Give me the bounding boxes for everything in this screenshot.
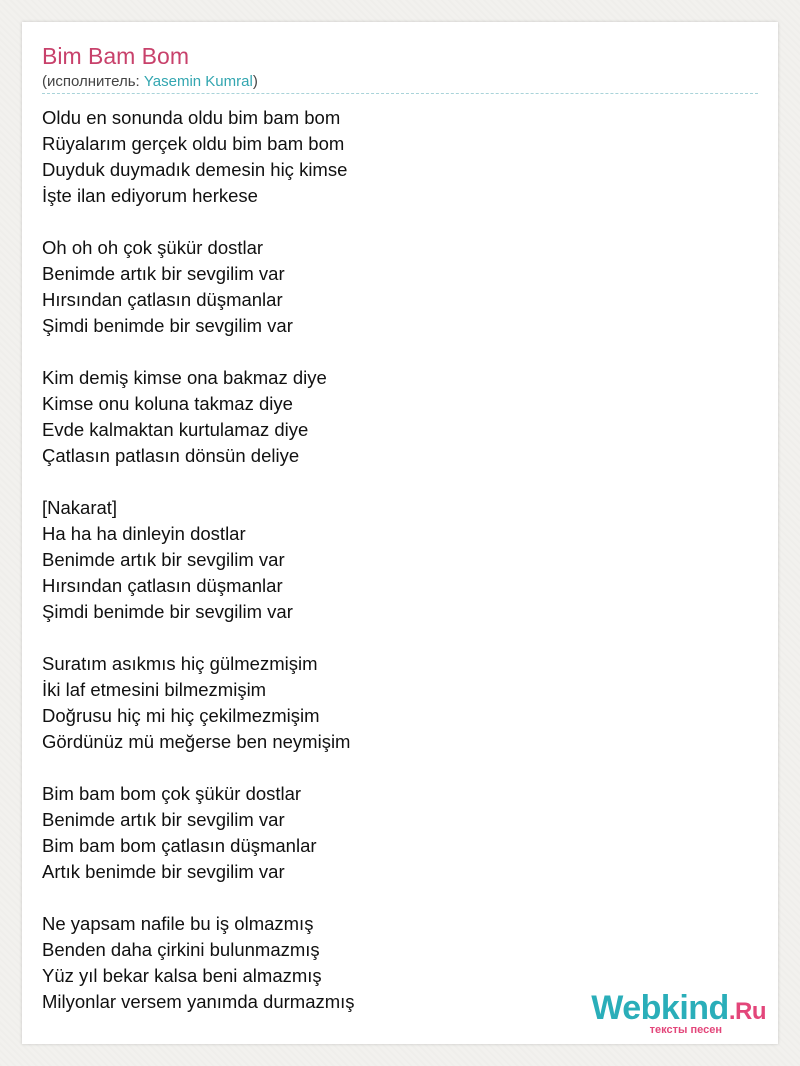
lyrics-card (22, 22, 778, 1044)
stanza-gap (42, 885, 355, 911)
lyric-line: Oldu en sonunda oldu bim bam bom (42, 107, 341, 128)
lyric-line: Benimde artık bir sevgilim var (42, 809, 285, 830)
stanza-gap (42, 469, 355, 495)
song-title: Bim Bam Bom (42, 43, 189, 69)
logo-tld: .Ru (728, 998, 766, 1025)
lyric-line: Gördünüz mü meğerse ben neymişim (42, 731, 351, 752)
lyric-line: Milyonlar versem yanımda durmazmış (42, 991, 355, 1012)
lyric-line: Bim bam bom çatlasın düşmanlar (42, 835, 317, 856)
lyric-line: Ha ha ha dinleyin dostlar (42, 523, 246, 544)
lyric-line: Çatlasın patlasın dönsün deliye (42, 445, 300, 466)
lyric-line: İki laf etmesini bilmezmişim (42, 679, 267, 700)
lyric-line: Artık benimde bir sevgilim var (42, 861, 285, 882)
artist-prefix: (исполнитель: (42, 73, 144, 90)
lyric-line: Yüz yıl bekar kalsa beni almazmış (42, 965, 322, 986)
stanza-gap (42, 755, 355, 781)
lyric-line: Rüyalarım gerçek oldu bim bam bom (42, 133, 345, 154)
logo-tagline: тексты песен (649, 1024, 722, 1036)
lyrics-body (42, 105, 355, 1015)
lyric-line: Evde kalmaktan kurtulamaz diye (42, 419, 309, 440)
lyric-line: Bim bam bom çok şükür dostlar (42, 783, 302, 804)
lyric-line: [Nakarat] (42, 497, 118, 518)
lyric-line: Hırsından çatlasın düşmanlar (42, 575, 283, 596)
site-logo[interactable] (591, 991, 766, 1036)
lyric-line: Benimde artık bir sevgilim var (42, 263, 285, 284)
lyric-line: Ne yapsam nafile bu iş olmazmış (42, 913, 314, 934)
lyric-line: İşte ilan ediyorum herkese (42, 185, 258, 206)
artist-line (42, 73, 258, 91)
lyric-line: Şimdi benimde bir sevgilim var (42, 315, 293, 336)
lyric-line: Kimse onu koluna takmaz diye (42, 393, 293, 414)
lyric-line: Suratım asıkmıs hiç gülmezmişim (42, 653, 318, 674)
stanza-gap (42, 339, 355, 365)
artist-suffix: ) (252, 73, 258, 90)
lyric-line: Benden daha çirkini bulunmazmış (42, 939, 320, 960)
lyric-line: Kim demiş kimse ona bakmaz diye (42, 367, 327, 388)
logo-name: Webkind (591, 989, 729, 1027)
lyric-line: Doğrusu hiç mi hiç çekilmezmişim (42, 705, 320, 726)
lyric-line: Şimdi benimde bir sevgilim var (42, 601, 293, 622)
artist-link[interactable]: Yasemin Kumral (143, 73, 253, 90)
lyric-line: Hırsından çatlasın düşmanlar (42, 289, 283, 310)
lyric-line: Duyduk duymadık demesin hiç kimse (42, 159, 348, 180)
divider (42, 93, 758, 94)
lyric-line: Benimde artık bir sevgilim var (42, 549, 285, 570)
lyric-line: Oh oh oh çok şükür dostlar (42, 237, 264, 258)
stanza-gap (42, 209, 355, 235)
stanza-gap (42, 625, 355, 651)
